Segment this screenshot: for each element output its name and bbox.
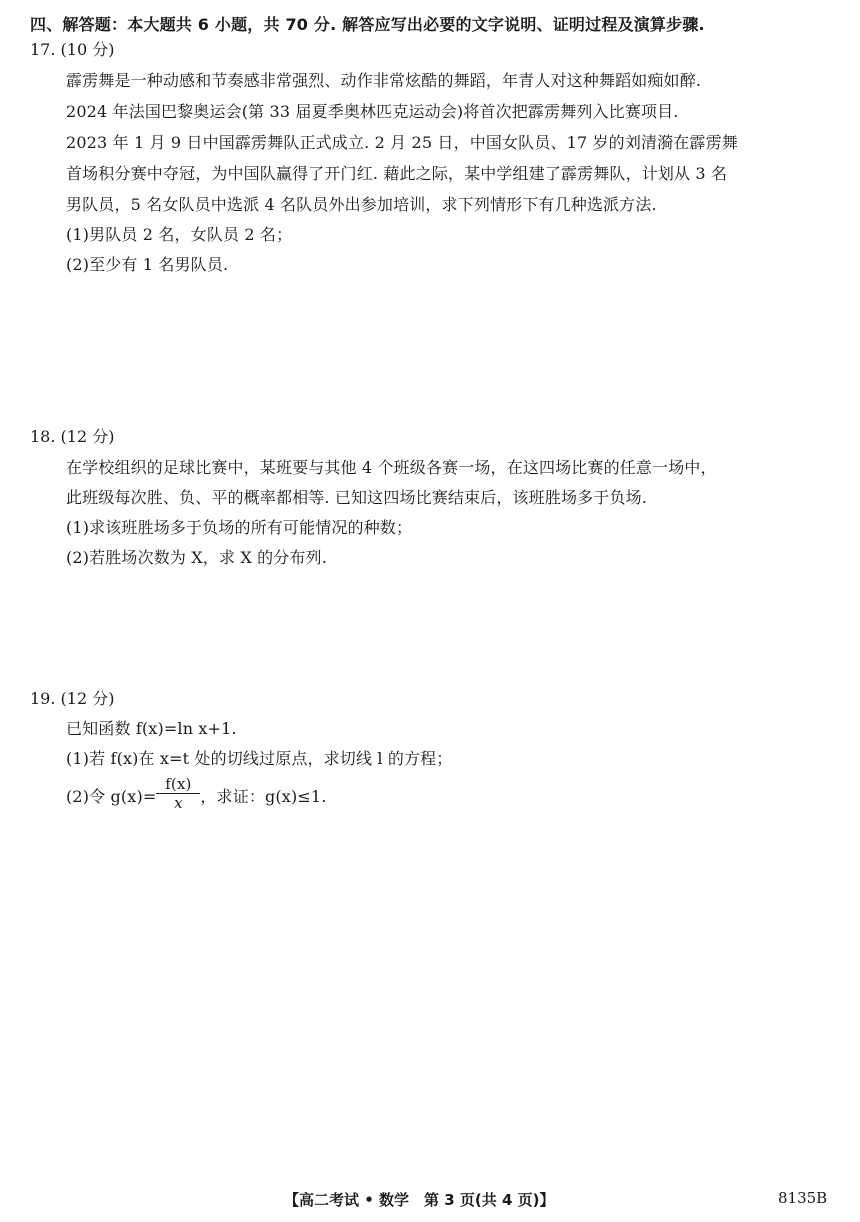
footer-title: 【高二考试 • 数学 第 3 页(共 4 页)】 <box>284 1191 555 1209</box>
problem-19-line: 已知函数 f(x)=ln x+1. <box>66 719 237 738</box>
problem-17-line: 男队员，5 名女队员中选派 4 名队员外出参加培训，求下列情形下有几种选派方法. <box>66 195 657 214</box>
problem-18-line: 在学校组织的足球比赛中，某班要与其他 4 个班级各赛一场，在这四场比赛的任意一场中， <box>66 458 717 477</box>
problem-19-part-2 <box>66 774 327 812</box>
problem-17-line: 2023 年 1 月 9 日中国霹雳舞队正式成立. 2 月 25 日，中国女队员、17 岁的刘清漪在霹雳舞 <box>66 133 738 152</box>
fraction-denominator: x <box>174 793 183 812</box>
problem-19-part-1: (1)若 f(x)在 x=t 处的切线过原点，求切线 l 的方程； <box>66 749 453 768</box>
page-footer <box>0 1189 860 1213</box>
part-2-prefix: (2)令 g(x)= <box>66 787 157 806</box>
problem-17-part-2: (2)至少有 1 名男队员. <box>66 255 229 274</box>
problem-19-head: 19. (12 分) <box>30 689 115 708</box>
part-2-suffix: ，求证：g(x)≤1. <box>200 787 327 806</box>
problem-17-part-1: (1)男队员 2 名，女队员 2 名； <box>66 225 293 244</box>
problem-17-line: 首场积分赛中夺冠，为中国队赢得了开门红. 藉此之际，某中学组建了霹雳舞队，计划从 3 名 <box>66 164 728 183</box>
fraction-numerator: f(x) <box>156 775 200 794</box>
fraction <box>156 775 200 812</box>
problem-18-part-1: (1)求该班胜场多于负场的所有可能情况的种数； <box>66 518 413 537</box>
problem-18-head: 18. (12 分) <box>30 427 115 446</box>
problem-17-head: 17. (10 分) <box>30 40 115 59</box>
section-header: 四、解答题：本大题共 6 小题，共 70 分. 解答应写出必要的文字说明、证明过程及演算步骤. <box>30 15 705 34</box>
footer-code: 8135B <box>778 1189 828 1207</box>
problem-18-line: 此班级每次胜、负、平的概率都相等. 已知这四场比赛结束后，该班胜场多于负场. <box>66 488 647 507</box>
problem-17-line: 2024 年法国巴黎奥运会(第 33 届夏季奥林匹克运动会)将首次把霹雳舞列入比赛项目. <box>66 102 679 121</box>
problem-18-part-2: (2)若胜场次数为 X，求 X 的分布列. <box>66 548 327 567</box>
problem-17-line: 霹雳舞是一种动感和节奏感非常强烈、动作非常炫酷的舞蹈，年青人对这种舞蹈如痴如醉. <box>66 71 702 90</box>
